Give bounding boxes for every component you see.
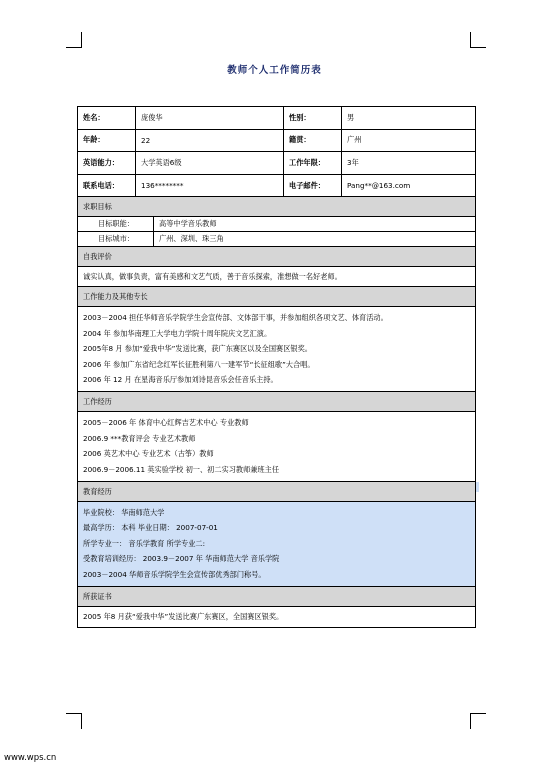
section-heading-education: 教育经历 <box>78 482 475 502</box>
section-heading-certs: 所获证书 <box>78 587 475 607</box>
job-target-row <box>78 232 475 247</box>
field-label: 籍贯： <box>284 130 342 152</box>
skills-text[interactable] <box>78 307 475 392</box>
text-line: 2005年8 月 参加“爱我中华”发送比赛，获广东赛区以及全国赛区银奖。 <box>83 344 312 354</box>
self-eval-text[interactable] <box>78 267 475 287</box>
field-value[interactable]: 22 <box>136 130 284 152</box>
job-target-label: 目标职能： <box>78 217 154 231</box>
text-line: 2004 年 参加华南理工大学电力学院十周年院庆文艺汇演。 <box>83 328 272 338</box>
education-text-selected[interactable] <box>78 502 475 587</box>
crop-mark-bottom-right <box>470 713 486 729</box>
text-line: 毕业院校： 华南师范大学 <box>83 508 165 518</box>
job-target-value[interactable]: 高等中学音乐教师 <box>159 219 217 229</box>
field-value[interactable]: 广州 <box>347 135 362 145</box>
footer-url: www.wps.cn <box>4 753 57 763</box>
field-value[interactable]: 男 <box>347 112 355 122</box>
field-value[interactable]: 庞俊华 <box>136 107 284 129</box>
info-row <box>78 152 475 175</box>
field-value[interactable]: 136******** <box>136 175 284 197</box>
document-title: 教师个人工作简历表 <box>227 65 322 76</box>
resume-table <box>77 106 476 628</box>
text-line: 2003－2004 担任华师音乐学院学生会宣传部、文体部干事，并参加组织各项文艺、体育活动。 <box>83 313 388 323</box>
text-line: 2006.9－2006.11 英实验学校 初一、初二实习教师兼班主任 <box>83 464 280 474</box>
field-value[interactable]: Pang**@163.com <box>347 181 411 191</box>
job-target-row <box>78 217 475 232</box>
field-label: 年龄： <box>78 130 136 152</box>
job-target-label: 目标城市： <box>78 232 154 246</box>
field-value[interactable]: 大学英语6级 <box>136 152 284 174</box>
info-row <box>78 175 475 198</box>
field-label: 性别： <box>284 107 342 129</box>
selection-end-marker <box>476 482 479 492</box>
crop-mark-bottom-left <box>66 713 82 729</box>
info-row <box>78 130 475 153</box>
section-heading-job-target: 求职目标 <box>78 197 475 217</box>
text-line: 所学专业一： 音乐学教育 所学专业二: <box>83 538 205 548</box>
field-label: 工作年限： <box>284 152 342 174</box>
text-line: 2003－2004 华师音乐学院学生会宣传部优秀部门称号。 <box>83 569 266 579</box>
crop-mark-top-left <box>66 32 82 48</box>
text-line: 最高学历： 本科 毕业日期： 2007-07-01 <box>83 523 218 533</box>
section-heading-skills: 工作能力及其他专长 <box>78 287 475 307</box>
text-line: 2006.9 ***教育评会 专业艺术教师 <box>83 433 196 443</box>
certs-text[interactable] <box>78 607 475 627</box>
job-target-value[interactable]: 广州、深圳、珠三角 <box>159 234 224 244</box>
field-label: 姓名： <box>78 107 136 129</box>
field-label: 电子邮件： <box>284 175 342 197</box>
field-value[interactable]: 3年 <box>347 157 359 167</box>
section-heading-work: 工作经历 <box>78 392 475 412</box>
text-line: 诚实认真，做事负责，富有美感和文艺气质，善于音乐探索，准想做一名好老师。 <box>83 272 342 282</box>
text-line: 2006 年 参加广东省纪念红军长征胜利第八一建军节“长征组歌”大合唱。 <box>83 359 315 369</box>
text-line: 2005－2006 年 体育中心红辉吉艺术中心 专业教师 <box>83 418 249 428</box>
text-line: 受教育培训经历： 2003.9－2007 年 华南师范大学 音乐学院 <box>83 554 280 564</box>
field-label: 英语能力： <box>78 152 136 174</box>
text-line: 2006 年 12 月 在星海音乐厅参加刘诗昆音乐会任音乐主持。 <box>83 375 278 384</box>
work-text[interactable] <box>78 412 475 482</box>
text-line: 2006 英艺术中心 专业艺术（古筝）教师 <box>83 449 214 459</box>
text-line: 2005 年8 月获“爱我中华”发送比赛广东赛区，全国赛区银奖。 <box>83 612 284 622</box>
info-row <box>78 107 475 130</box>
section-heading-self-eval: 自我评价 <box>78 247 475 267</box>
crop-mark-top-right <box>470 32 486 48</box>
field-label: 联系电话： <box>78 175 136 197</box>
